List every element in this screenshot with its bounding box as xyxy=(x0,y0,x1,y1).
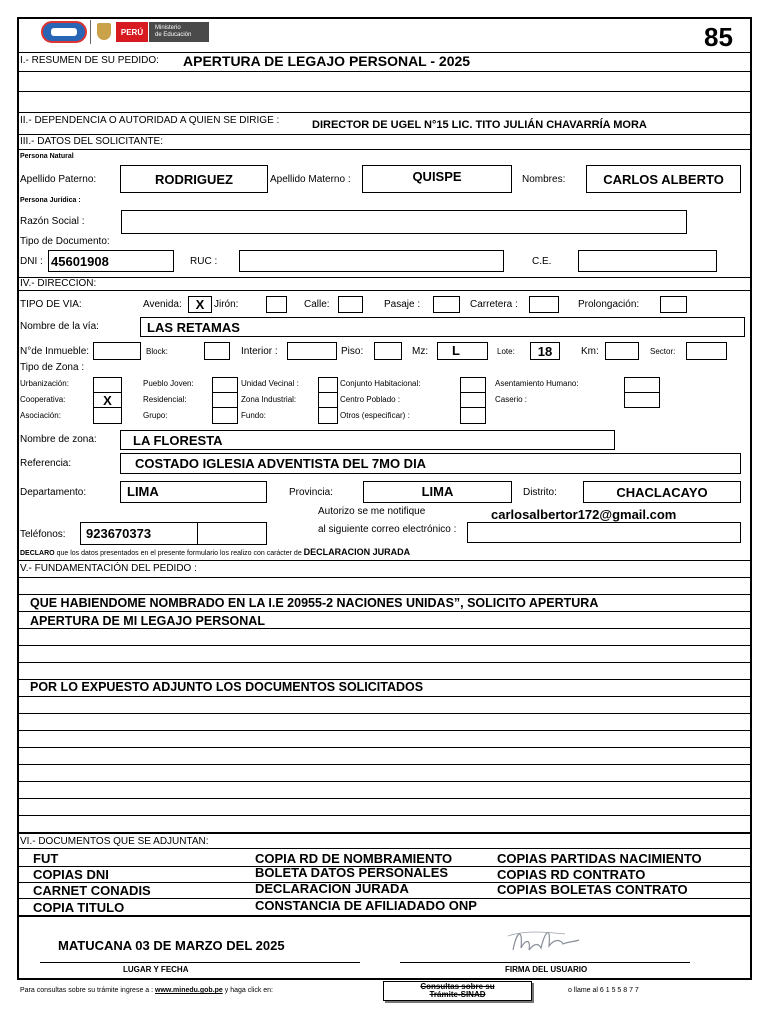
zona-pueblo-joven-box xyxy=(212,377,238,393)
rule xyxy=(17,112,750,113)
via-pasaje-box xyxy=(433,296,460,313)
sinad-line2: Trámite-SINAD xyxy=(429,990,486,999)
km-box xyxy=(605,342,639,360)
interior-label: Interior : xyxy=(241,346,278,357)
via-prolongacion-label: Prolongación: xyxy=(578,299,640,310)
consulta-prefix: Para consultas sobre su trámite ingrese a : xyxy=(20,987,156,994)
nombres-label: Nombres: xyxy=(522,174,566,185)
firma-label: FIRMA DEL USUARIO xyxy=(505,965,588,974)
zona-residencial-label: Residencial: xyxy=(143,395,187,404)
minedu-logo xyxy=(149,22,209,42)
consulta-text xyxy=(20,986,273,995)
telefono-field xyxy=(80,522,198,545)
correo-label: al siguiente correo electrónico : xyxy=(318,524,457,535)
provincia-value: LIMA xyxy=(421,484,454,499)
via-prolongacion-box xyxy=(660,296,687,313)
referencia-field xyxy=(120,453,741,474)
piso-label: Piso: xyxy=(341,346,364,357)
provincia-label: Provincia: xyxy=(289,487,333,498)
nombre-zona-label: Nombre de zona: xyxy=(20,434,97,445)
peru-shield-icon xyxy=(97,23,111,40)
apellido-materno-label: Apellido Materno : xyxy=(270,174,351,185)
nombres-field xyxy=(586,165,741,193)
zona-conjunto-habitacional-box xyxy=(460,377,486,393)
writing-line xyxy=(17,662,750,663)
nombre-zona-field xyxy=(120,430,615,450)
via-prolongacion-mark xyxy=(661,297,686,312)
zona-caserio-mark xyxy=(625,393,659,407)
via-carretera-label: Carretera : xyxy=(470,299,518,310)
doc-item: COPIA TITULO xyxy=(33,900,125,915)
rule xyxy=(17,149,750,150)
ce-label: C.E. xyxy=(532,256,552,267)
telefono-consulta: o llame al 6 1 5 5 8 7 7 xyxy=(568,987,639,994)
via-calle-box xyxy=(338,296,363,313)
dni-label: DNI : xyxy=(20,256,43,267)
via-calle-mark xyxy=(339,297,362,312)
apellido-paterno-field xyxy=(120,165,268,193)
zona-industrial-mark xyxy=(319,393,337,407)
zona-conjunto-habitacional-mark xyxy=(461,378,485,392)
telefono-value: 923670373 xyxy=(86,526,152,541)
rule xyxy=(17,848,750,849)
writing-line xyxy=(17,713,750,714)
piso-box xyxy=(374,342,402,360)
lote-value: 18 xyxy=(537,343,553,359)
doc-item: COPIAS DNI xyxy=(33,867,109,882)
writing-line xyxy=(17,764,750,765)
rule xyxy=(17,560,750,561)
departamento-field xyxy=(120,481,267,503)
apellido-paterno-label: Apellido Paterno: xyxy=(20,174,97,185)
writing-line xyxy=(17,730,750,731)
doc-item: FUT xyxy=(33,851,59,866)
section1-label: I.- RESUMEN DE SU PEDIDO: xyxy=(20,55,159,66)
zona-industrial-label: Zona Industrial: xyxy=(241,395,297,404)
writing-line xyxy=(17,815,750,816)
writing-line xyxy=(17,594,750,595)
provincia-field xyxy=(363,481,512,503)
apellido-materno-value: QUISPE xyxy=(412,169,462,184)
section5-label: V.- FUNDAMENTACIÓN DEL PEDIDO : xyxy=(20,563,197,574)
zona-centro-poblado-box xyxy=(460,392,486,408)
writing-line xyxy=(17,696,750,697)
distrito-label: Distrito: xyxy=(523,487,557,498)
tipo-zona-label: Tipo de Zona : xyxy=(20,362,85,373)
nombre-zona-value: LA FLORESTA xyxy=(133,432,223,448)
zona-residencial-box xyxy=(212,392,238,408)
block-label: Block: xyxy=(146,347,168,356)
declaracion-jurada-text xyxy=(20,548,410,558)
doc-item: COPIAS PARTIDAS NACIMIENTO xyxy=(497,851,702,866)
rule xyxy=(17,915,750,917)
lote-box xyxy=(530,342,560,360)
nombre-via-label: Nombre de la vía: xyxy=(20,321,99,332)
mz-label: Mz: xyxy=(412,346,429,357)
zona-fundo-mark xyxy=(319,408,337,423)
apellido-materno-field xyxy=(362,165,512,193)
sinad-button xyxy=(383,981,532,1001)
tipo-documento-label: Tipo de Documento: xyxy=(20,236,110,247)
distrito-value: CHACLACAYO xyxy=(616,484,708,500)
zona-otros-label: Otros (especificar) : xyxy=(340,411,410,420)
minedu-logo-line1: Ministerio xyxy=(155,25,181,31)
telefonos-label: Teléfonos: xyxy=(20,529,66,540)
rule xyxy=(17,832,750,834)
zona-urbanizacion-mark xyxy=(94,378,121,392)
via-calle-label: Calle: xyxy=(304,299,330,310)
doc-item: CONSTANCIA DE AFILIADADO ONP xyxy=(255,898,477,913)
declaro-bold: DECLARO xyxy=(20,550,55,557)
zona-grupo-mark xyxy=(213,408,237,423)
rule xyxy=(17,134,750,135)
nombres-value: CARLOS ALBERTO xyxy=(603,171,724,187)
zona-asentamiento-humano-box xyxy=(624,377,660,393)
doc-item: COPIAS BOLETAS CONTRATO xyxy=(497,882,688,897)
via-jiron-label: Jirón: xyxy=(214,299,239,310)
firma-line xyxy=(400,962,690,963)
zona-centro-poblado-mark xyxy=(461,393,485,407)
mz-value: L xyxy=(452,343,460,358)
zona-grupo-label: Grupo: xyxy=(143,411,168,420)
section4-label: IV.- DIRECCION: xyxy=(20,278,97,289)
zona-unidad-vecinal-mark xyxy=(319,378,337,392)
inmueble-label: N°de Inmueble: xyxy=(20,346,90,357)
writing-line xyxy=(17,747,750,748)
zona-fundo-box xyxy=(318,407,338,424)
ruc-label: RUC : xyxy=(190,256,218,267)
referencia-value: COSTADO IGLESIA ADVENTISTA DEL 7MO DIA xyxy=(135,456,427,471)
doc-item: COPIAS RD CONTRATO xyxy=(497,867,646,882)
mz-box xyxy=(437,342,488,360)
minedu-logo-line2: de Educación xyxy=(155,32,192,38)
autorizo-label: Autorizo se me notifique xyxy=(318,506,426,517)
sector-box xyxy=(686,342,727,360)
doc-item: DECLARACION JURADA xyxy=(255,881,409,896)
rule xyxy=(17,577,750,578)
via-pasaje-mark xyxy=(434,297,459,312)
zona-asentamiento-humano-label: Asentamiento Humano: xyxy=(495,379,579,388)
doc-item: CARNET CONADIS xyxy=(33,883,151,898)
block-box xyxy=(204,342,230,360)
via-avenida-label: Avenida: xyxy=(143,299,182,310)
zona-pueblo-joven-label: Pueblo Joven: xyxy=(143,379,194,388)
zona-asociacion-box xyxy=(93,407,122,424)
tipo-via-label: TIPO DE VIA: xyxy=(20,299,82,310)
zona-cooperativa-box xyxy=(93,392,122,408)
nombre-via-value: LAS RETAMAS xyxy=(147,319,240,335)
lugar-fecha-label: LUGAR Y FECHA xyxy=(123,965,189,974)
nombre-via-field xyxy=(140,317,745,337)
referencia-label: Referencia: xyxy=(20,458,72,469)
zona-fundo-label: Fundo: xyxy=(241,411,266,420)
inmueble-box xyxy=(93,342,141,360)
signature xyxy=(505,920,585,960)
correo-field xyxy=(467,522,741,543)
zona-unidad-vecinal-box xyxy=(318,377,338,393)
zona-asentamiento-humano-mark xyxy=(625,378,659,392)
zona-caserio-label: Caserio : xyxy=(495,395,528,404)
zona-centro-poblado-label: Centro Poblado : xyxy=(340,395,401,404)
departamento-value: LIMA xyxy=(127,484,159,499)
via-avenida-box xyxy=(188,296,212,313)
consulta-suffix: y haga click en: xyxy=(222,987,274,994)
via-carretera-mark xyxy=(530,297,558,312)
writing-line xyxy=(17,798,750,799)
declaro-body: que los datos presentados en el presente formulario los realizo con carácter de xyxy=(54,550,304,557)
lugar-fecha-value: MATUCANA 03 DE MARZO DEL 2025 xyxy=(58,938,285,953)
zona-cooperativa-mark: X xyxy=(103,392,112,408)
form-number: 85 xyxy=(704,22,733,52)
zona-pueblo-joven-mark xyxy=(213,378,237,392)
rule xyxy=(17,277,750,278)
zona-residencial-mark xyxy=(213,393,237,407)
writing-line xyxy=(17,645,750,646)
doc-item: BOLETA DATOS PERSONALES xyxy=(255,865,449,880)
telefono-field-2 xyxy=(197,522,267,545)
sector-label: Sector: xyxy=(650,347,676,356)
rule xyxy=(17,71,750,72)
zona-cooperativa-label: Cooperativa: xyxy=(20,395,66,404)
razon-social-field xyxy=(121,210,687,234)
fundamentacion-line3: POR LO EXPUESTO ADJUNTO LOS DOCUMENTOS SOLICITADOS xyxy=(30,680,424,694)
section1-value: APERTURA DE LEGAJO PERSONAL - 2025 xyxy=(183,53,471,69)
doc-item: COPIA RD DE NOMBRAMIENTO xyxy=(255,851,453,866)
declaro-end: DECLARACION JURADA xyxy=(303,547,411,557)
section6-label: VI.- DOCUMENTOS QUE SE ADJUNTAN: xyxy=(20,836,209,847)
departamento-label: Departamento: xyxy=(20,487,87,498)
ministry-round-logo xyxy=(41,21,87,43)
peru-logo: PERÚ xyxy=(116,22,148,42)
zona-asociacion-label: Asociación: xyxy=(20,411,61,420)
zona-otros-mark xyxy=(461,408,485,423)
persona-juridica-label: Persona Jurídica : xyxy=(20,197,81,204)
sinad-line1: Consultas sobre su xyxy=(420,982,495,991)
distrito-field xyxy=(583,481,741,503)
razon-social-label: Razón Social : xyxy=(20,216,85,227)
rule xyxy=(17,290,750,291)
via-carretera-box xyxy=(529,296,559,313)
zona-asociacion-mark xyxy=(94,408,121,423)
zona-grupo-box xyxy=(212,407,238,424)
dni-value: 45601908 xyxy=(51,253,109,269)
writing-line xyxy=(17,611,750,612)
zona-industrial-box xyxy=(318,392,338,408)
section2-label: II.- DEPENDENCIA O AUTORIDAD A QUIEN SE DIRIGE : xyxy=(20,115,280,126)
ce-field xyxy=(578,250,717,272)
zona-conjunto-habitacional-label: Conjunto Habitacional: xyxy=(340,379,421,388)
section3-label: III.- DATOS DEL SOLICITANTE: xyxy=(20,136,163,147)
via-pasaje-label: Pasaje : xyxy=(384,299,421,310)
ruc-field xyxy=(239,250,504,272)
lote-label: Lote: xyxy=(497,347,515,356)
via-jiron-box xyxy=(266,296,287,313)
zona-caserio-box xyxy=(624,392,660,408)
fundamentacion-line1: QUE HABIENDOME NOMBRADO EN LA I.E 20955-2 NACIONES UNIDAS”, SOLICITO APERTURA xyxy=(30,596,599,610)
via-avenida-mark: X xyxy=(195,297,205,312)
via-jiron-mark xyxy=(267,297,286,312)
correo-value: carlosalbertor172@gmail.com xyxy=(491,507,677,522)
zona-urbanizacion-box xyxy=(93,377,122,393)
writing-line xyxy=(17,781,750,782)
dni-field xyxy=(48,250,174,272)
km-label: Km: xyxy=(581,346,599,357)
apellido-paterno-value: RODRIGUEZ xyxy=(155,171,233,187)
interior-box xyxy=(287,342,337,360)
lugar-fecha-line xyxy=(40,962,360,963)
fundamentacion-line2: APERTURA DE MI LEGAJO PERSONAL xyxy=(30,614,265,628)
section2-value: DIRECTOR DE UGEL N°15 LIC. TITO JULIÁN CHAVARRÍA MORA xyxy=(312,119,647,131)
rule xyxy=(17,91,750,92)
zona-otros-box xyxy=(460,407,486,424)
minedu-link: www.minedu.gob.pe xyxy=(155,987,223,994)
zona-urbanizacion-label: Urbanización: xyxy=(20,379,69,388)
zona-unidad-vecinal-label: Unidad Vecinal : xyxy=(241,379,299,388)
logo-divider xyxy=(90,20,91,44)
persona-natural-label: Persona Natural xyxy=(20,153,74,160)
